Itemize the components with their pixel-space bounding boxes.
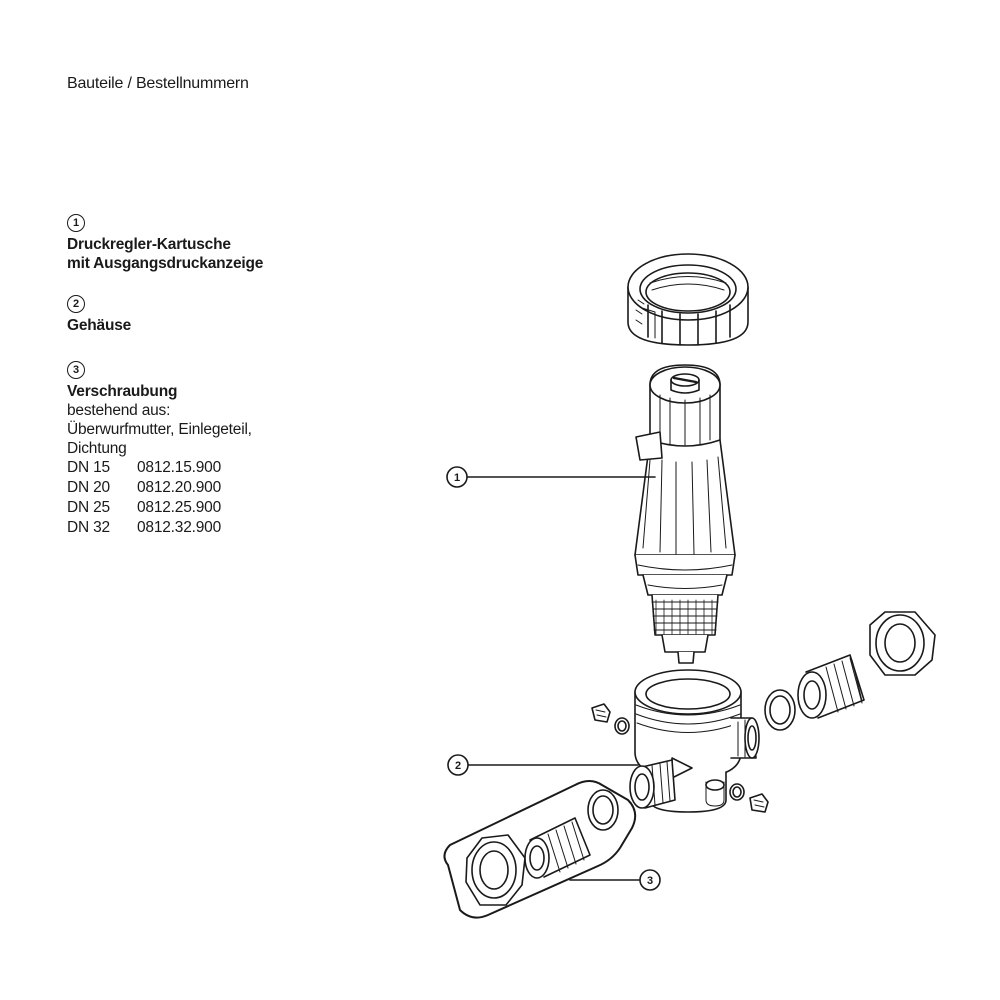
part-2-number: 2 xyxy=(67,295,85,313)
cap-nut xyxy=(628,254,748,345)
order-number: 0812.15.900 xyxy=(137,459,221,476)
regulator-cartridge xyxy=(635,365,735,663)
callout-1-label: 1 xyxy=(453,472,461,484)
plug-left xyxy=(592,704,629,734)
callout-1 xyxy=(447,467,655,487)
callout-3-label: 3 xyxy=(646,875,654,887)
plug-right xyxy=(730,784,768,812)
order-size: DN 32 xyxy=(67,519,110,536)
part-3-description: bestehend aus: Überwurfmutter, Einlegeteil, Dichtung xyxy=(67,402,252,457)
order-size: DN 15 xyxy=(67,459,110,476)
housing-port xyxy=(630,760,675,808)
part-3-number: 3 xyxy=(67,361,85,379)
order-number: 0812.32.900 xyxy=(137,519,221,536)
part-1-number: 1 xyxy=(67,214,85,232)
order-number: 0812.20.900 xyxy=(137,479,221,496)
part-1-name: Druckregler-Kartusche mit Ausgangsdruckanzeige xyxy=(67,236,264,272)
part-2-name: Gehäuse xyxy=(67,317,132,334)
order-number: 0812.25.900 xyxy=(137,499,221,516)
fitting-right xyxy=(765,612,935,730)
fitting-left xyxy=(444,781,635,918)
page-title: Bauteile / Bestellnummern xyxy=(67,75,249,92)
part-3-name: Verschraubung xyxy=(67,383,178,400)
order-size: DN 25 xyxy=(67,499,110,516)
callout-2-label: 2 xyxy=(454,760,462,772)
order-size: DN 20 xyxy=(67,479,110,496)
callout-2 xyxy=(448,755,638,775)
